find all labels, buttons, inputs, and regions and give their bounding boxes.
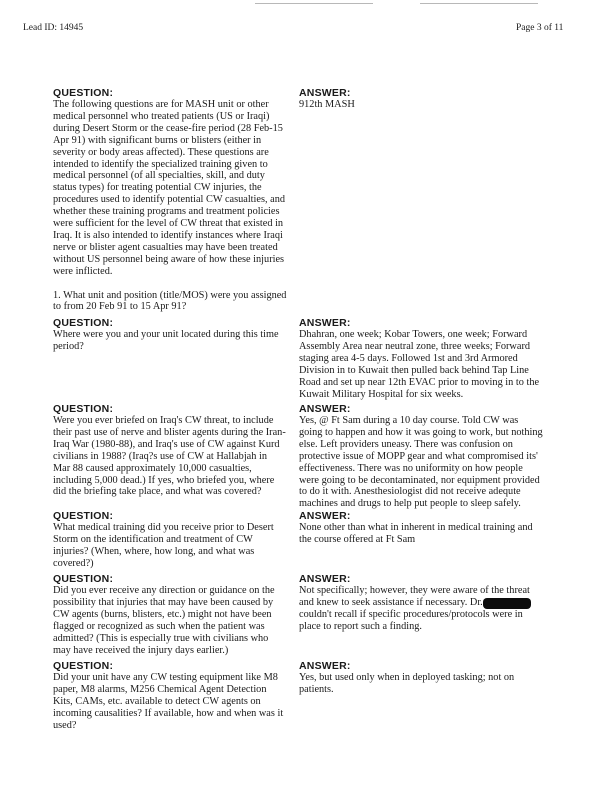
text-line: Road and set up near 12th EVAC prior to moving in to the bbox=[299, 376, 540, 388]
text-line: without US personnel being aware of how these injuries bbox=[53, 253, 285, 265]
text-line: staging area 4-5 days. Followed 1st and 3rd Armored bbox=[299, 352, 518, 364]
text-line: Did your unit have any CW testing equipment like M8 bbox=[53, 672, 278, 683]
text-line: machines and drugs to help put people to sleep safely. bbox=[299, 498, 521, 510]
redaction-mark bbox=[483, 598, 531, 609]
text-line: did the briefing take place, and what was covered? bbox=[53, 486, 262, 498]
text-line: possibility that injuries that may have been caused by bbox=[53, 596, 274, 608]
text-line: 912th MASH bbox=[299, 99, 355, 110]
text-line: admitted? (This is especially true with civilians who bbox=[53, 632, 269, 644]
text-line: place to report such a finding. bbox=[299, 620, 422, 632]
question-text bbox=[53, 585, 275, 656]
text-line: were inflicted. bbox=[53, 265, 113, 277]
text-line: Did you ever receive any direction or guidance on the bbox=[53, 585, 275, 596]
text-line: Apr 91) with significant burns or blisters (either in bbox=[53, 134, 262, 146]
answer-label: ANSWER: bbox=[299, 403, 351, 415]
text-line: Iraq. It is also intended to identify instances where Iraqi bbox=[53, 229, 283, 241]
question-label: QUESTION: bbox=[53, 317, 114, 329]
answer-text bbox=[299, 415, 543, 510]
answer-label: ANSWER: bbox=[299, 573, 351, 585]
text-line: flagged or recognized as such when the patient was bbox=[53, 620, 265, 632]
page-number: Page 3 of 11 bbox=[516, 23, 564, 33]
answer-label: ANSWER: bbox=[299, 510, 351, 522]
text-line: Mar 88 caused approximately 10,000 casualties, bbox=[53, 462, 252, 474]
answer-text bbox=[299, 672, 514, 696]
text-line: injuries? (When, where, how long, and what was bbox=[53, 545, 255, 557]
text-line: effectiveness. There was no uniformity on how people bbox=[299, 462, 523, 474]
text-line: patients. bbox=[299, 683, 334, 695]
text-line: Yes, but used only when in deployed tasking; not on bbox=[299, 672, 515, 683]
intro-question-text bbox=[53, 99, 286, 313]
lead-id: Lead ID: 14945 bbox=[23, 23, 84, 33]
question-text bbox=[53, 415, 286, 498]
text-line: paper, M8 alarms, M256 Chemical Agent Detection bbox=[53, 683, 267, 695]
text-line: What medical training did you receive prior to Desert bbox=[53, 522, 274, 533]
text-line: Dhahran, one week; Kobar Towers, one week; Forward bbox=[299, 329, 528, 340]
text-line: Division in to Kuwait then pulled back behind Tap Line bbox=[299, 364, 529, 376]
text-line: CW agents (burns, blisters, etc.) might not have been bbox=[53, 608, 272, 620]
text-line: couldn't recall if specific procedures/protocols were in bbox=[299, 608, 523, 620]
text-line: to from 20 Feb 91 to 15 Apr 91? bbox=[53, 301, 187, 313]
answer-label: ANSWER: bbox=[299, 317, 351, 329]
text-line: during Desert Storm or the cease-fire period (28 Feb-15 bbox=[53, 122, 283, 134]
top-rule-right bbox=[420, 3, 538, 4]
answer-text bbox=[299, 522, 533, 546]
text-line: nerve or blister agent casualties may have been treated bbox=[53, 241, 278, 253]
text-line: Assembly Area near neutral zone, three weeks; Forward bbox=[299, 340, 531, 352]
text-line: including 5,000 dead.) If yes, who briefed you, where bbox=[53, 474, 275, 486]
text-line: incoming causalities? If available, how and when was it bbox=[53, 707, 284, 719]
answer-text bbox=[299, 329, 539, 400]
text-line: The following questions are for MASH unit or other bbox=[53, 99, 269, 110]
question-text bbox=[53, 672, 283, 732]
text-line: Where were you and your unit located during this time bbox=[53, 329, 279, 340]
question-label: QUESTION: bbox=[53, 510, 114, 522]
answer-label: ANSWER: bbox=[299, 87, 351, 99]
text-line: protective issue of MOPP gear and what compromised its' bbox=[299, 450, 538, 462]
question-label: QUESTION: bbox=[53, 87, 114, 99]
text-line: were sufficient for the level of CW threat that existed in bbox=[53, 218, 284, 230]
text-line: the course offered at Ft Sam bbox=[299, 533, 416, 545]
text-line: covered?) bbox=[53, 557, 94, 569]
question-label: QUESTION: bbox=[53, 660, 114, 672]
top-rule-left bbox=[255, 3, 373, 4]
text-line: medical personnel who treated patients (US or Iraqi) bbox=[53, 110, 270, 122]
text-line: Storm on the identification and treatment of CW bbox=[53, 533, 253, 545]
text-line: Not specifically; however, they were aware of the threat bbox=[299, 585, 530, 596]
text-line: None other than what in inherent in medical training and bbox=[299, 522, 533, 533]
question-label: QUESTION: bbox=[53, 573, 114, 585]
text-line: whether these training programs and treatment policies bbox=[53, 206, 280, 218]
text-line: procedures used to identify potential CW casualties, and bbox=[53, 194, 285, 206]
text-line: civilians in 1988? (Iraq?s use of CW at Hallabjah in bbox=[53, 450, 267, 462]
text-line: Yes, @ Ft Sam during a 10 day course. Told CW was bbox=[299, 415, 519, 426]
text-line: status types) for treating potential CW injuries, the bbox=[53, 182, 262, 194]
text-line: Were you ever briefed on Iraq's CW threat, to include bbox=[53, 415, 274, 426]
text-line: to do it with. Anesthesiologist did not receive adequte bbox=[299, 486, 521, 498]
text-line: their past use of nerve and blister agents during the Iran- bbox=[53, 426, 286, 438]
text-line: were going to be decontaminated, nor equipment provided bbox=[299, 474, 540, 486]
intro-answer-text bbox=[299, 99, 355, 111]
text-line: used? bbox=[53, 719, 77, 731]
text-line: and knew to seek assistance if necessary. Dr. bbox=[299, 596, 483, 608]
text-line: 1. What unit and position (title/MOS) were you assigned bbox=[53, 289, 287, 301]
text-line: Iraq War (1980-88), and Iraq's use of CW against Kurd bbox=[53, 438, 280, 450]
text-line: intended to identify the specialized training given to bbox=[53, 158, 268, 170]
text-line: Kuwait Military Hospital for six weeks. bbox=[299, 388, 464, 400]
question-text bbox=[53, 522, 274, 570]
text-line: else. Left providers uneasy. There was confusion on bbox=[299, 438, 513, 450]
text-line: medical personnel (of all specialties, skill, and duty bbox=[53, 170, 265, 182]
text-line: period? bbox=[53, 340, 84, 352]
text-line: going to happen and how it was going to work, but nothing bbox=[299, 426, 543, 438]
question-label: QUESTION: bbox=[53, 403, 114, 415]
text-line: Kits, CAMs, etc. available to detect CW agents on bbox=[53, 695, 261, 707]
text-line bbox=[53, 278, 286, 290]
question-text bbox=[53, 329, 279, 353]
text-line: may have received the injury days earlier.) bbox=[53, 644, 229, 656]
text-line: severity or body areas affected). These questions are bbox=[53, 146, 269, 158]
answer-label: ANSWER: bbox=[299, 660, 351, 672]
